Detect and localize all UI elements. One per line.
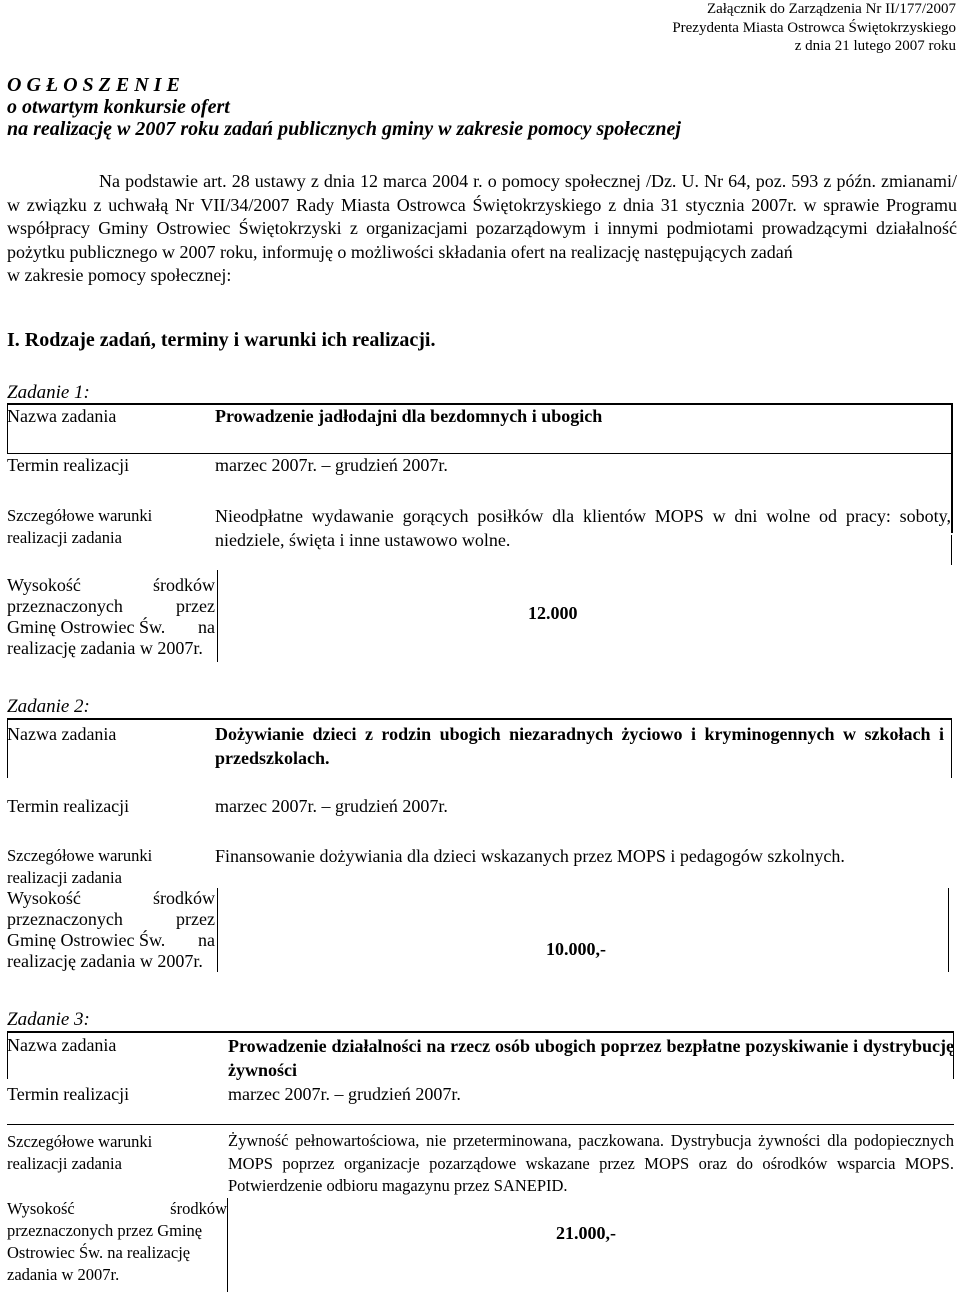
attachment-line-3: z dnia 21 lutego 2007 roku [794, 38, 956, 54]
amount-label-3b: na [198, 617, 215, 637]
task-2-name-value: Dożywianie dzieci z rodzin ubogich niezaradnych życiowo i kryminogennych w szkołach i przedszkolach. [215, 724, 944, 768]
amount-label-3a: Gminę Ostrowiec Św. [7, 617, 166, 637]
intro-text [7, 170, 957, 288]
task-2-right-border [951, 718, 952, 778]
amount-label-3: Ostrowiec Św. na realizację [7, 1243, 191, 1262]
amount-label-1a: Wysokość [7, 575, 81, 595]
task-1-details-value: Nieodpłatne wydawanie gorących posiłków dla klientów MOPS w dni wolne od pracy: soboty, niedziele, święta i inne ustawowo wolne. [215, 506, 951, 550]
task-2-top-border [7, 718, 952, 720]
amount-label-4: zadania w 2007r. [7, 1265, 120, 1284]
title-line-1: O G Ł O S Z E N I E [7, 74, 180, 96]
task-1-amount-value: 12.000 [528, 603, 578, 623]
title-line-2: o otwartym konkursie ofert [7, 96, 230, 118]
task-1-amount-divider [217, 570, 218, 662]
intro-paragraph-2: w zakresie pomocy społecznej: [7, 265, 232, 285]
task-1-row-divider [7, 453, 952, 454]
task-3-details-label [7, 1131, 152, 1174]
task-2-amount-value: 10.000,- [546, 939, 606, 959]
amount-label-4: realizację zadania w 2007r. [7, 951, 203, 971]
amount-label-1b: środków [153, 575, 215, 595]
details-label-line-1: Szczegółowe warunki [7, 506, 153, 525]
attachment-line-2: Prezydenta Miasta Ostrowca Świętokrzyskiego [672, 19, 956, 36]
task-1-term-label: Termin realizacji [7, 455, 130, 475]
amount-label-3b: na [198, 930, 215, 950]
details-label-line-1: Szczegółowe warunki [7, 1132, 153, 1151]
task-2-heading: Zadanie 2: [7, 696, 90, 717]
task-2-amount-divider-right [948, 888, 949, 972]
task-3-name-value: Prowadzenie działalności na rzecz osób ubogich poprzez bezpłatne pozyskiwanie i dystrybucję żywności [228, 1036, 954, 1080]
amount-label-2a: przeznaczonych [7, 596, 123, 616]
amount-label-3a: Gminę Ostrowiec Św. [7, 930, 166, 950]
amount-label-1a: Wysokość [7, 1199, 75, 1218]
task-2-term-value: marzec 2007r. – grudzień 2007r. [215, 796, 448, 816]
task-3-name-label: Nazwa zadania [7, 1035, 117, 1055]
task-1-right-border [951, 403, 953, 533]
details-label-line-2: realizacji zadania [7, 867, 122, 887]
task-2-details-label [7, 845, 152, 888]
task-3-row-divider [7, 1124, 954, 1125]
task-1-name-value: Prowadzenie jadłodajni dla bezdomnych i ubogich [215, 406, 603, 426]
task-1-term-value: marzec 2007r. – grudzień 2007r. [215, 455, 448, 475]
details-label-line-2: realizacji zadania [7, 527, 122, 547]
task-2-amount-label [7, 888, 215, 972]
task-1-right-border-lower [951, 535, 952, 565]
amount-label-2b: przez [176, 596, 215, 616]
amount-label-4: realizację zadania w 2007r. [7, 638, 203, 658]
task-2-details-value: Finansowanie dożywiania dla dzieci wskazanych przez MOPS i pedagogów szkolnych. [215, 846, 845, 866]
amount-label-2b: przez [176, 909, 215, 929]
task-1-details-label [7, 505, 152, 548]
task-3-amount-value: 21.000,- [556, 1223, 616, 1243]
intro-paragraph: Na podstawie art. 28 ustawy z dnia 12 marca 2004 r. o pomocy społecznej /Dz. U. Nr 64, poz. 593 z późn. zmianami/ w związku z uchwałą Nr VII/34/2007 Rady Miasta Ostrowca Świętokrzyskiego z dnia 31 stycznia 2007r. w sprawie Programu współpracy Gminy Ostrowiec Świętokrzyski z organizacjami pozarządowym i innymi podmiotami prowadzącymi działalność pożytku publicznego w 2007 roku, informuję o możliwości składania ofert na realizację następujących zadań [7, 171, 957, 262]
task-3-term-label: Termin realizacji [7, 1084, 130, 1104]
amount-label-1b: środków [170, 1199, 227, 1218]
amount-label-1a: Wysokość [7, 888, 81, 908]
details-label-line-1: Szczegółowe warunki [7, 846, 153, 865]
task-1-amount-label [7, 575, 215, 659]
amount-label-2a: przeznaczonych [7, 909, 123, 929]
details-label-line-2: realizacji zadania [7, 1153, 122, 1173]
amount-label-1b: środków [153, 888, 215, 908]
task-2-term-label: Termin realizacji [7, 796, 130, 816]
task-3-heading: Zadanie 3: [7, 1009, 90, 1030]
attachment-line-1: Załącznik do Zarządzenia Nr II/177/2007 [706, 1, 956, 17]
task-3-top-border [7, 1031, 954, 1033]
task-3-amount-divider [227, 1198, 228, 1292]
announcement-title [7, 74, 681, 140]
task-2-amount-divider-left [217, 888, 218, 972]
task-1-heading: Zadanie 1: [7, 382, 90, 403]
task-3-amount-label [7, 1198, 227, 1286]
task-3-term-value: marzec 2007r. – grudzień 2007r. [228, 1084, 461, 1104]
title-line-3: na realizację w 2007 roku zadań publicznych gminy w zakresie pomocy społecznej [7, 118, 681, 140]
task-2-name-label: Nazwa zadania [7, 724, 117, 744]
section-heading: I. Rodzaje zadań, terminy i warunki ich realizacji. [7, 329, 436, 351]
attachment-header [356, 0, 956, 56]
task-1-name-label: Nazwa zadania [7, 406, 117, 426]
amount-label-2: przeznaczonych przez Gminę [7, 1221, 203, 1240]
task-3-details-value: Żywność pełnowartościowa, nie przeterminowana, paczkowana. Dystrybucja żywności dla podopiecznych MOPS poprzez organizacje pozarządowe wskazane przez MOPS oraz do ośrodków wsparcia MOPS. Potwierdzenie odbioru magazynu przez SANEPID. [228, 1131, 954, 1195]
